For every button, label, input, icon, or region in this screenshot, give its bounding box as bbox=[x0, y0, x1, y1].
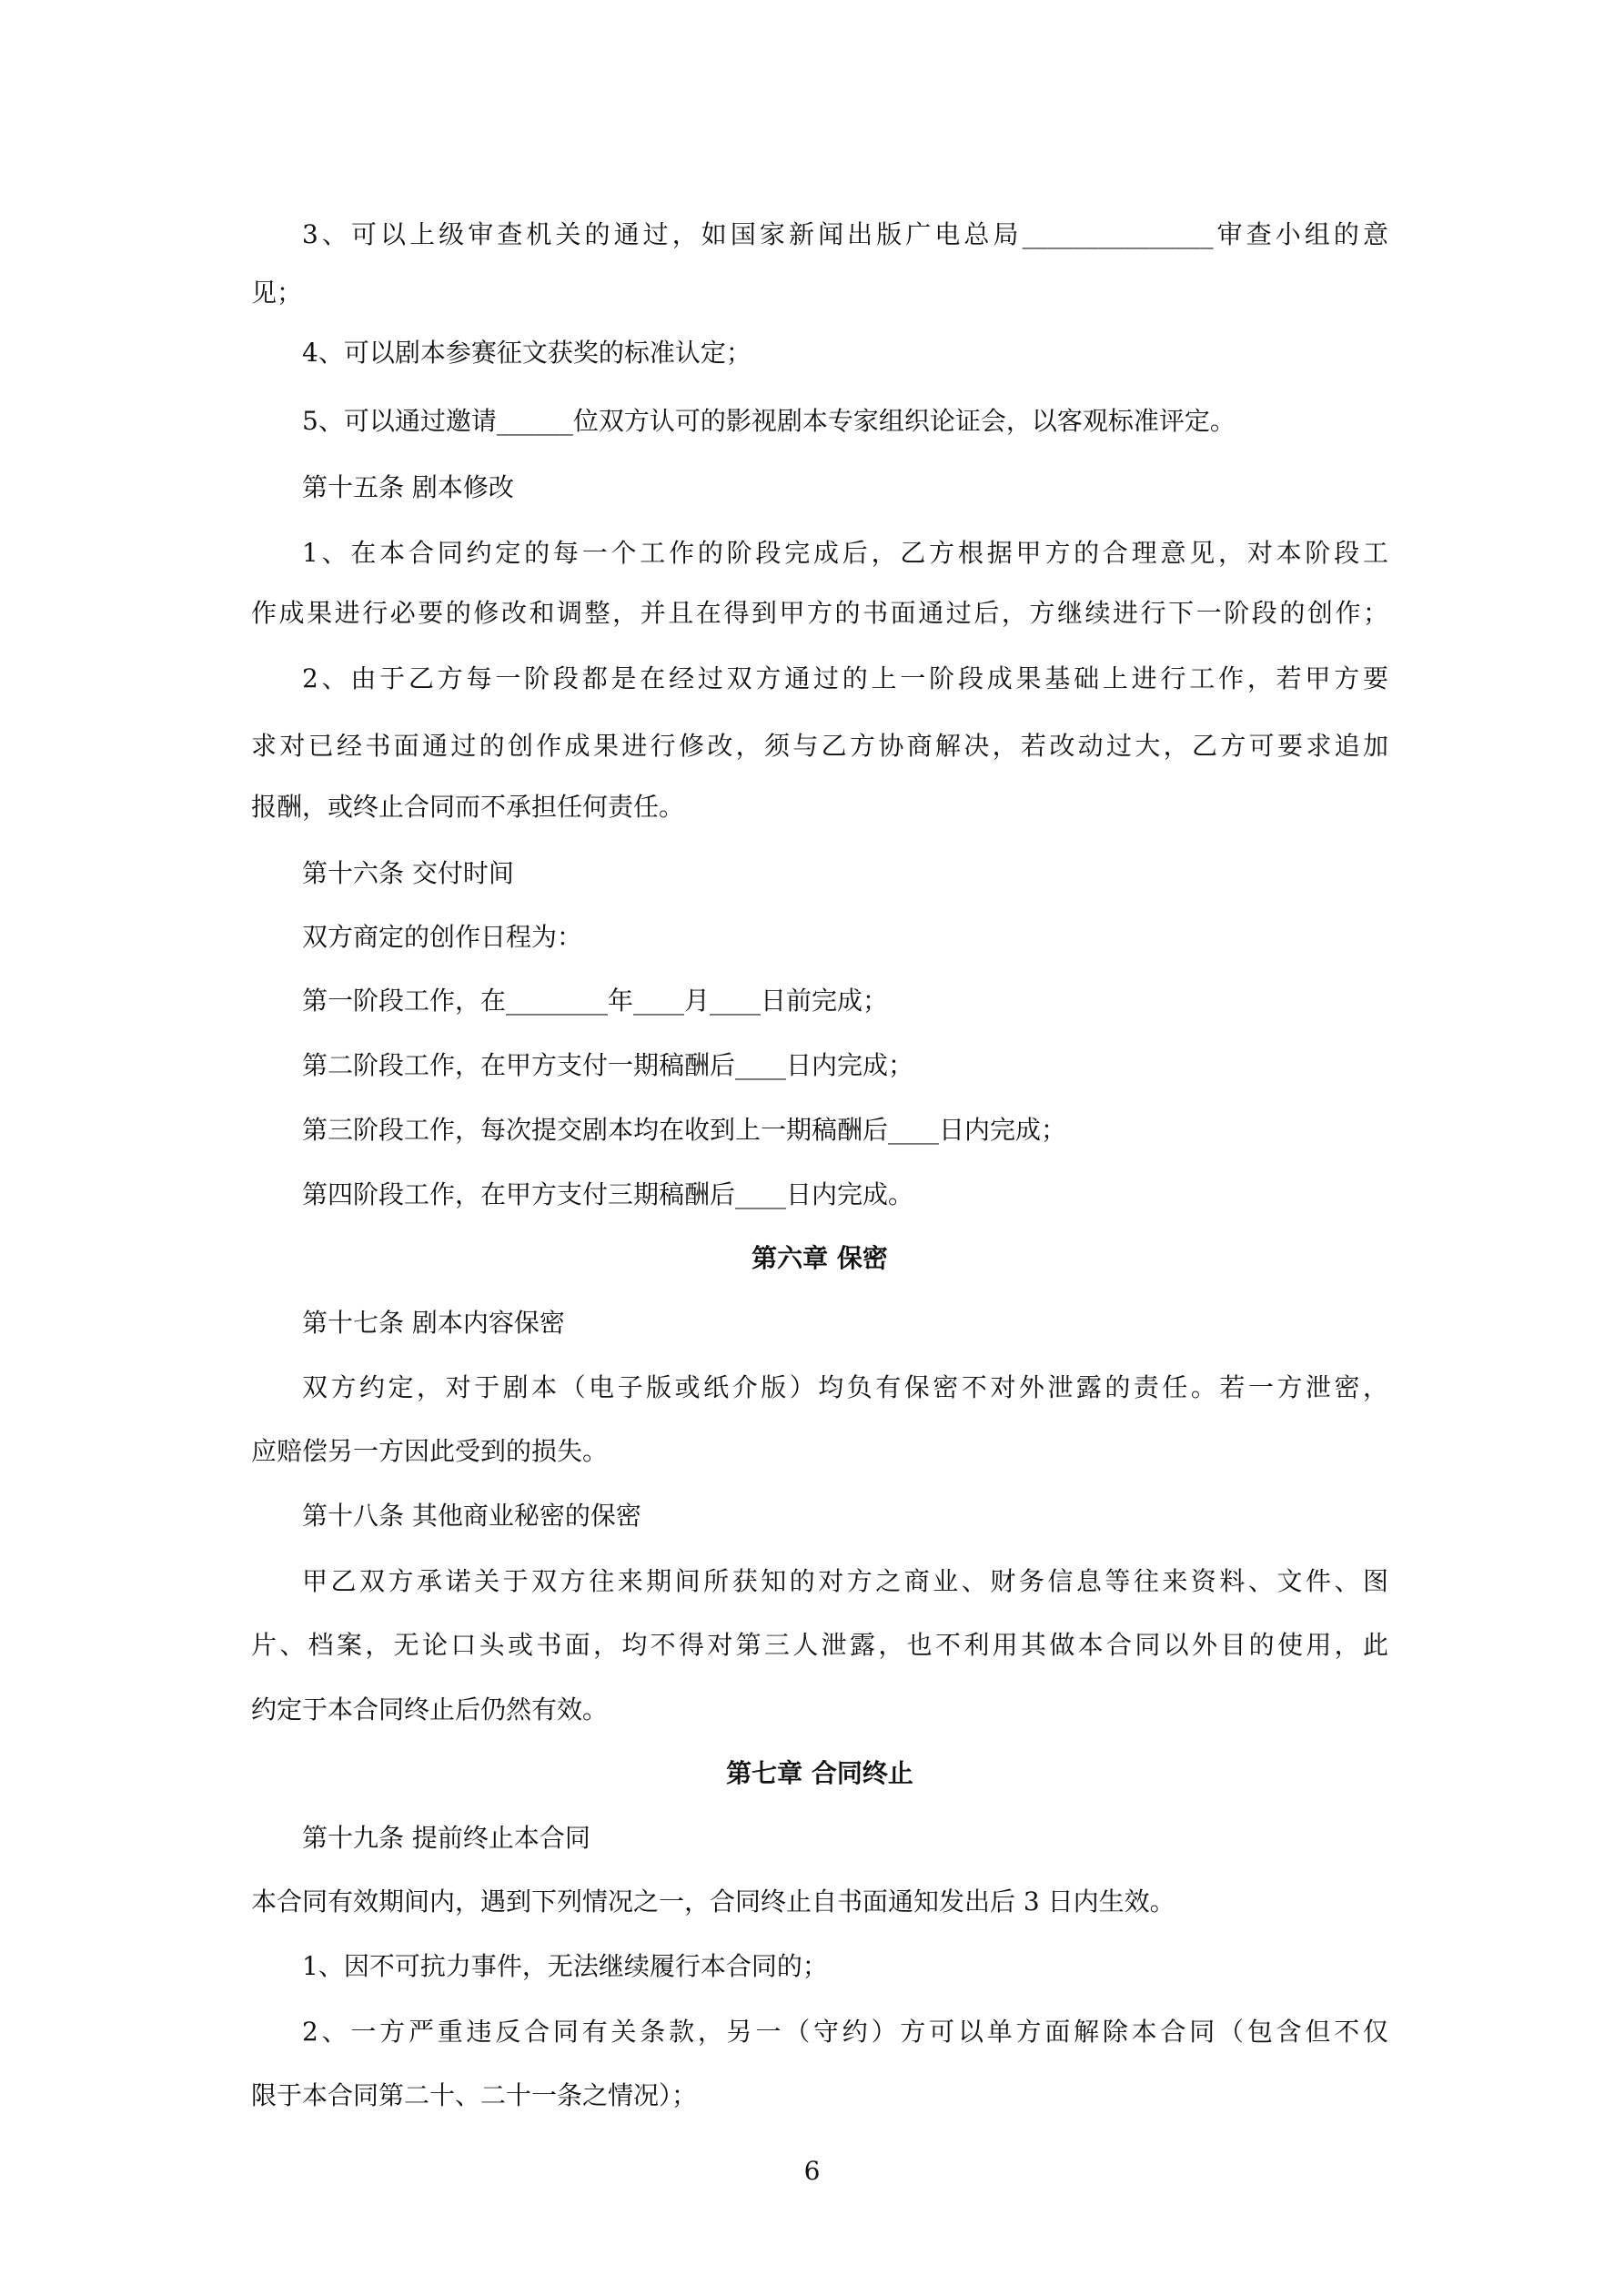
body-line: 限于本合同第二十、二十一条之情况）； bbox=[251, 2080, 698, 2110]
body-line: 报酬，或终止合同而不承担任何责任。 bbox=[251, 792, 685, 822]
body-line: 4、可以剧本参赛征文获奖的标准认定； bbox=[302, 338, 751, 368]
body-line: 1、在本合同约定的每一个工作的阶段完成后，乙方根据甲方的合理意见，对本阶段工 bbox=[302, 538, 1388, 568]
body-line: 求对已经书面通过的创作成果进行修改，须与乙方协商解决，若改动过大，乙方可要求追加 bbox=[251, 731, 1388, 761]
body-line: 第三阶段工作，每次提交剧本均在收到上一期稿酬后____日内完成； bbox=[302, 1115, 1067, 1145]
page-number: 6 bbox=[803, 2156, 821, 2186]
article-heading: 第十八条 其他商业秘密的保密 bbox=[302, 1501, 641, 1531]
body-line: 2、由于乙方每一阶段都是在经过双方通过的上一阶段成果基础上进行工作，若甲方要 bbox=[302, 663, 1388, 693]
body-line: 甲乙双方承诺关于双方往来期间所获知的对方之商业、财务信息等往来资料、文件、图 bbox=[302, 1566, 1388, 1596]
body-line: 5、可以通过邀请______位双方认可的影视剧本专家组织论证会，以客观标准评定。 bbox=[302, 406, 1236, 436]
body-line: 第一阶段工作，在________年____月____日前完成； bbox=[302, 986, 889, 1016]
body-line: 约定于本合同终止后仍然有效。 bbox=[251, 1694, 609, 1725]
article-heading: 第十七条 剧本内容保密 bbox=[302, 1308, 565, 1338]
body-line: 应赔偿另一方因此受到的损失。 bbox=[251, 1436, 609, 1466]
body-line: 见； bbox=[251, 278, 303, 308]
chapter-heading: 第六章 保密 bbox=[751, 1243, 888, 1273]
article-heading: 第十六条 交付时间 bbox=[302, 858, 514, 888]
body-line: 3、可以上级审查机关的通过，如国家新闻出版广电总局_______________审查小组的意 bbox=[302, 219, 1388, 249]
body-line: 本合同有效期间内，遇到下列情况之一，合同终止自书面通知发出后 3 日内生效。 bbox=[251, 1886, 1175, 1917]
body-line: 片、档案，无论口头或书面，均不得对第三人泄露，也不利用其做本合同以外目的使用，此 bbox=[251, 1630, 1388, 1660]
article-heading: 第十九条 提前终止本合同 bbox=[302, 1823, 590, 1853]
body-line: 第四阶段工作，在甲方支付三期稿酬后____日内完成。 bbox=[302, 1179, 914, 1209]
chapter-heading: 第七章 合同终止 bbox=[726, 1758, 913, 1788]
body-line: 1、因不可抗力事件，无法继续履行本合同的； bbox=[302, 1951, 828, 1981]
body-line: 第二阶段工作，在甲方支付一期稿酬后____日内完成； bbox=[302, 1050, 914, 1080]
body-line: 作成果进行必要的修改和调整，并且在得到甲方的书面通过后，方继续进行下一阶段的创作； bbox=[251, 598, 1388, 628]
body-line: 双方约定，对于剧本（电子版或纸介版）均负有保密不对外泄露的责任。若一方泄密， bbox=[302, 1372, 1388, 1402]
body-line: 2、一方严重违反合同有关条款，另一（守约）方可以单方面解除本合同（包含但不仅 bbox=[302, 2017, 1388, 2047]
article-heading: 第十五条 剧本修改 bbox=[302, 472, 514, 502]
body-line: 双方商定的创作日程为： bbox=[302, 922, 583, 952]
